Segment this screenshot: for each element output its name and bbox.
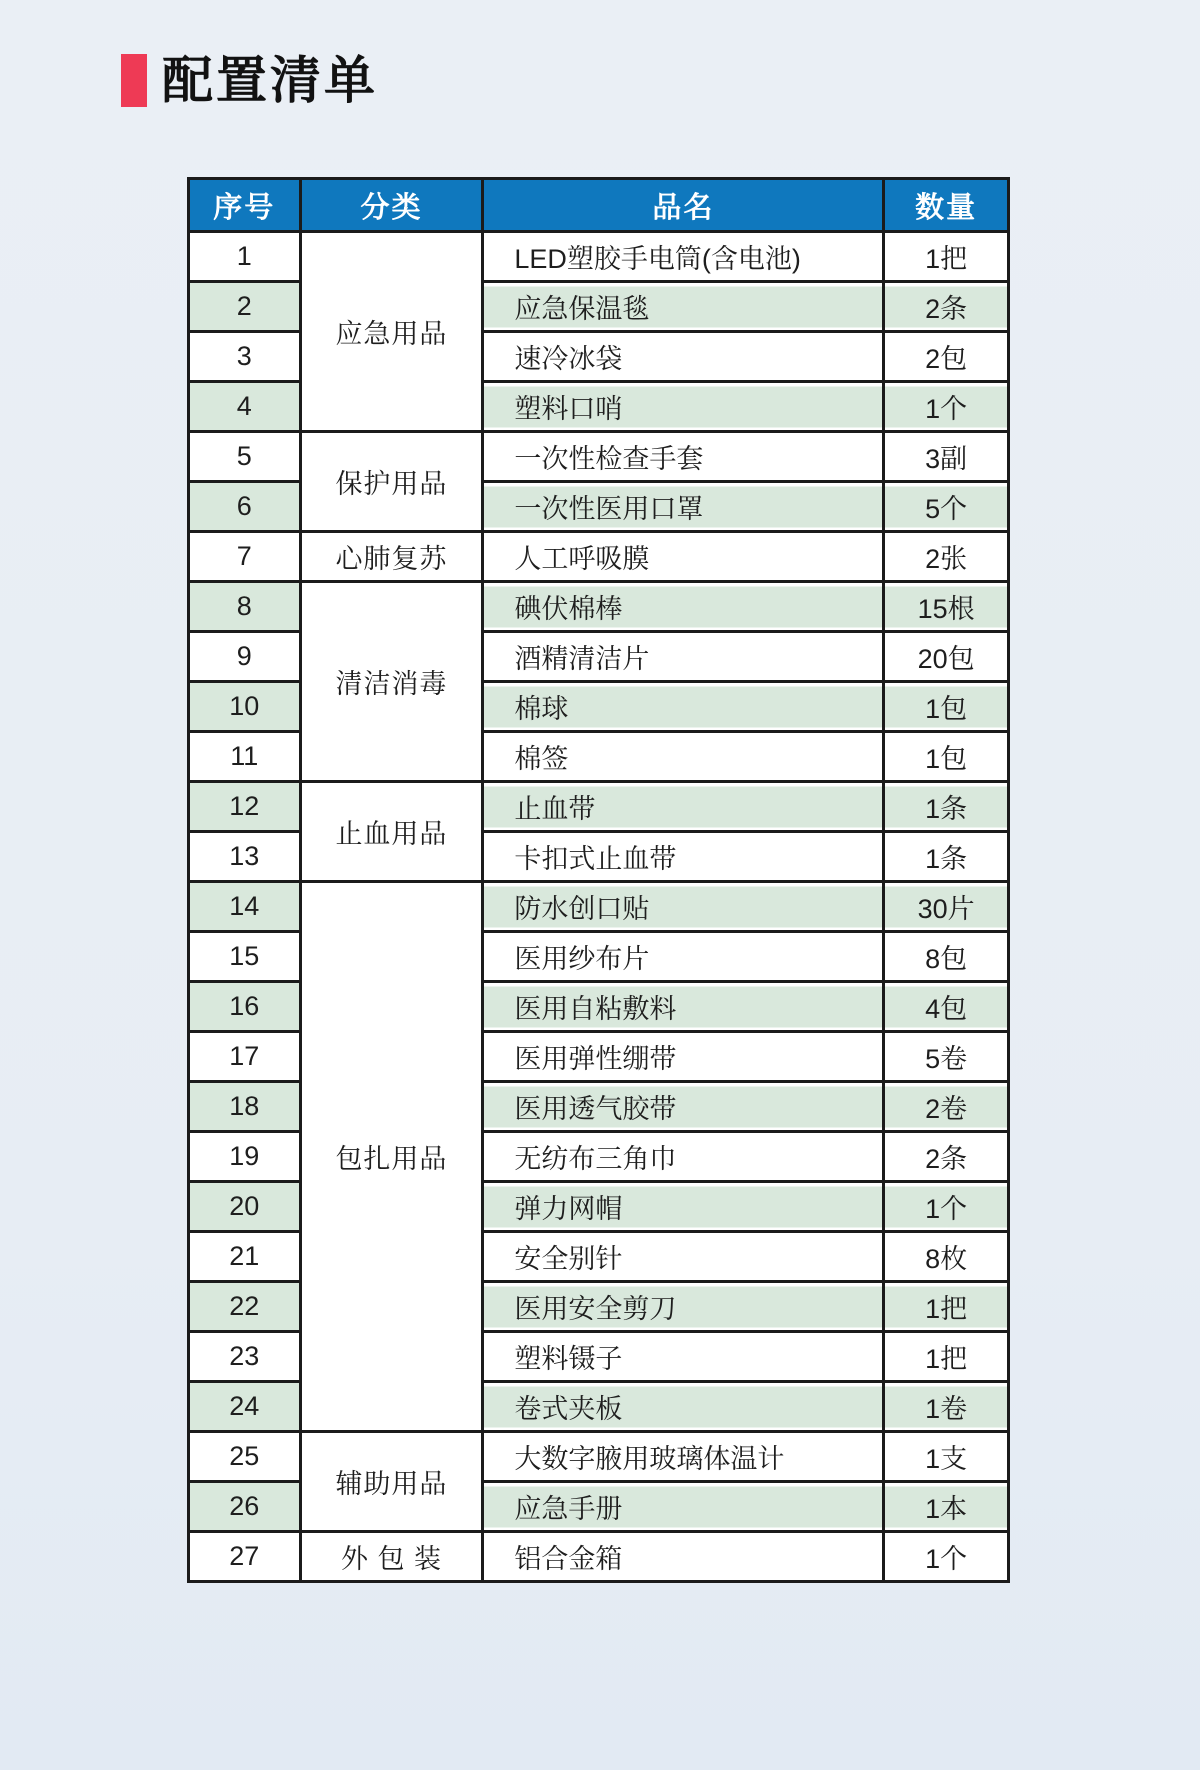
product-name-cell: 止血带 bbox=[483, 782, 884, 832]
category-cell: 辅助用品 bbox=[300, 1432, 483, 1532]
product-name-cell: 棉签 bbox=[483, 732, 884, 782]
row-number-cell: 13 bbox=[189, 832, 301, 882]
row-number-cell: 1 bbox=[189, 232, 301, 282]
row-number-cell: 17 bbox=[189, 1032, 301, 1082]
product-name-cell: 一次性检查手套 bbox=[483, 432, 884, 482]
quantity-cell: 8包 bbox=[884, 932, 1009, 982]
row-number-cell: 18 bbox=[189, 1082, 301, 1132]
product-name-cell: 应急手册 bbox=[483, 1482, 884, 1532]
product-name-cell: 塑料镊子 bbox=[483, 1332, 884, 1382]
quantity-cell: 8枚 bbox=[884, 1232, 1009, 1282]
row-number-cell: 14 bbox=[189, 882, 301, 932]
table-row bbox=[189, 232, 1009, 282]
table-row bbox=[189, 582, 1009, 632]
product-name-cell: 塑料口哨 bbox=[483, 382, 884, 432]
row-number-cell: 23 bbox=[189, 1332, 301, 1382]
category-cell: 清洁消毒 bbox=[300, 582, 483, 782]
product-name-cell: 医用自粘敷料 bbox=[483, 982, 884, 1032]
quantity-cell: 2条 bbox=[884, 1132, 1009, 1182]
row-number-cell: 16 bbox=[189, 982, 301, 1032]
product-name-cell: 医用弹性绷带 bbox=[483, 1032, 884, 1082]
row-number-cell: 20 bbox=[189, 1182, 301, 1232]
quantity-cell: 1本 bbox=[884, 1482, 1009, 1532]
table-row bbox=[189, 1432, 1009, 1482]
table-row bbox=[189, 532, 1009, 582]
product-name-cell: 医用透气胶带 bbox=[483, 1082, 884, 1132]
product-name-cell: LED塑胶手电筒(含电池) bbox=[483, 232, 884, 282]
table-body bbox=[189, 232, 1009, 1582]
product-name-cell: 一次性医用口罩 bbox=[483, 482, 884, 532]
row-number-cell: 27 bbox=[189, 1532, 301, 1582]
row-number-cell: 7 bbox=[189, 532, 301, 582]
product-name-cell: 铝合金箱 bbox=[483, 1532, 884, 1582]
table-row bbox=[189, 432, 1009, 482]
quantity-cell: 1条 bbox=[884, 832, 1009, 882]
column-header-no: 序号 bbox=[189, 179, 301, 232]
table-row bbox=[189, 782, 1009, 832]
row-number-cell: 2 bbox=[189, 282, 301, 332]
page-title-block bbox=[121, 54, 378, 107]
quantity-cell: 1个 bbox=[884, 1532, 1009, 1582]
quantity-cell: 1卷 bbox=[884, 1382, 1009, 1432]
row-number-cell: 25 bbox=[189, 1432, 301, 1482]
product-name-cell: 防水创口贴 bbox=[483, 882, 884, 932]
quantity-cell: 1把 bbox=[884, 1332, 1009, 1382]
row-number-cell: 5 bbox=[189, 432, 301, 482]
quantity-cell: 5卷 bbox=[884, 1032, 1009, 1082]
product-name-cell: 无纺布三角巾 bbox=[483, 1132, 884, 1182]
quantity-cell: 15根 bbox=[884, 582, 1009, 632]
product-name-cell: 应急保温毯 bbox=[483, 282, 884, 332]
category-cell: 止血用品 bbox=[300, 782, 483, 882]
quantity-cell: 5个 bbox=[884, 482, 1009, 532]
row-number-cell: 10 bbox=[189, 682, 301, 732]
row-number-cell: 22 bbox=[189, 1282, 301, 1332]
column-header-category: 分类 bbox=[300, 179, 483, 232]
quantity-cell: 30片 bbox=[884, 882, 1009, 932]
product-name-cell: 棉球 bbox=[483, 682, 884, 732]
quantity-cell: 1把 bbox=[884, 232, 1009, 282]
table-row bbox=[189, 882, 1009, 932]
column-header-name: 品名 bbox=[483, 179, 884, 232]
product-name-cell: 医用安全剪刀 bbox=[483, 1282, 884, 1332]
table-row bbox=[189, 1532, 1009, 1582]
product-name-cell: 医用纱布片 bbox=[483, 932, 884, 982]
quantity-cell: 3副 bbox=[884, 432, 1009, 482]
quantity-cell: 1个 bbox=[884, 382, 1009, 432]
category-cell: 保护用品 bbox=[300, 432, 483, 532]
column-header-qty: 数量 bbox=[884, 179, 1009, 232]
category-cell: 包扎用品 bbox=[300, 882, 483, 1432]
row-number-cell: 21 bbox=[189, 1232, 301, 1282]
quantity-cell: 20包 bbox=[884, 632, 1009, 682]
row-number-cell: 8 bbox=[189, 582, 301, 632]
quantity-cell: 1个 bbox=[884, 1182, 1009, 1232]
row-number-cell: 9 bbox=[189, 632, 301, 682]
quantity-cell: 1包 bbox=[884, 732, 1009, 782]
row-number-cell: 4 bbox=[189, 382, 301, 432]
product-name-cell: 大数字腋用玻璃体温计 bbox=[483, 1432, 884, 1482]
category-cell: 应急用品 bbox=[300, 232, 483, 432]
quantity-cell: 2张 bbox=[884, 532, 1009, 582]
quantity-cell: 2卷 bbox=[884, 1082, 1009, 1132]
category-cell: 外 包 装 bbox=[300, 1532, 483, 1582]
product-name-cell: 碘伏棉棒 bbox=[483, 582, 884, 632]
quantity-cell: 4包 bbox=[884, 982, 1009, 1032]
quantity-cell: 2包 bbox=[884, 332, 1009, 382]
row-number-cell: 26 bbox=[189, 1482, 301, 1532]
product-name-cell: 弹力网帽 bbox=[483, 1182, 884, 1232]
product-name-cell: 安全别针 bbox=[483, 1232, 884, 1282]
table-header-row bbox=[189, 179, 1009, 232]
row-number-cell: 15 bbox=[189, 932, 301, 982]
product-name-cell: 速冷冰袋 bbox=[483, 332, 884, 382]
quantity-cell: 1把 bbox=[884, 1282, 1009, 1332]
page-title: 配置清单 bbox=[162, 52, 379, 109]
row-number-cell: 6 bbox=[189, 482, 301, 532]
category-cell: 心肺复苏 bbox=[300, 532, 483, 582]
row-number-cell: 24 bbox=[189, 1382, 301, 1432]
quantity-cell: 1支 bbox=[884, 1432, 1009, 1482]
quantity-cell: 1条 bbox=[884, 782, 1009, 832]
quantity-cell: 2条 bbox=[884, 282, 1009, 332]
product-name-cell: 酒精清洁片 bbox=[483, 632, 884, 682]
row-number-cell: 19 bbox=[189, 1132, 301, 1182]
title-accent-bar-icon bbox=[121, 54, 147, 107]
quantity-cell: 1包 bbox=[884, 682, 1009, 732]
row-number-cell: 11 bbox=[189, 732, 301, 782]
product-name-cell: 人工呼吸膜 bbox=[483, 532, 884, 582]
config-list-table bbox=[187, 177, 1010, 1583]
row-number-cell: 3 bbox=[189, 332, 301, 382]
product-name-cell: 卡扣式止血带 bbox=[483, 832, 884, 882]
product-name-cell: 卷式夹板 bbox=[483, 1382, 884, 1432]
row-number-cell: 12 bbox=[189, 782, 301, 832]
